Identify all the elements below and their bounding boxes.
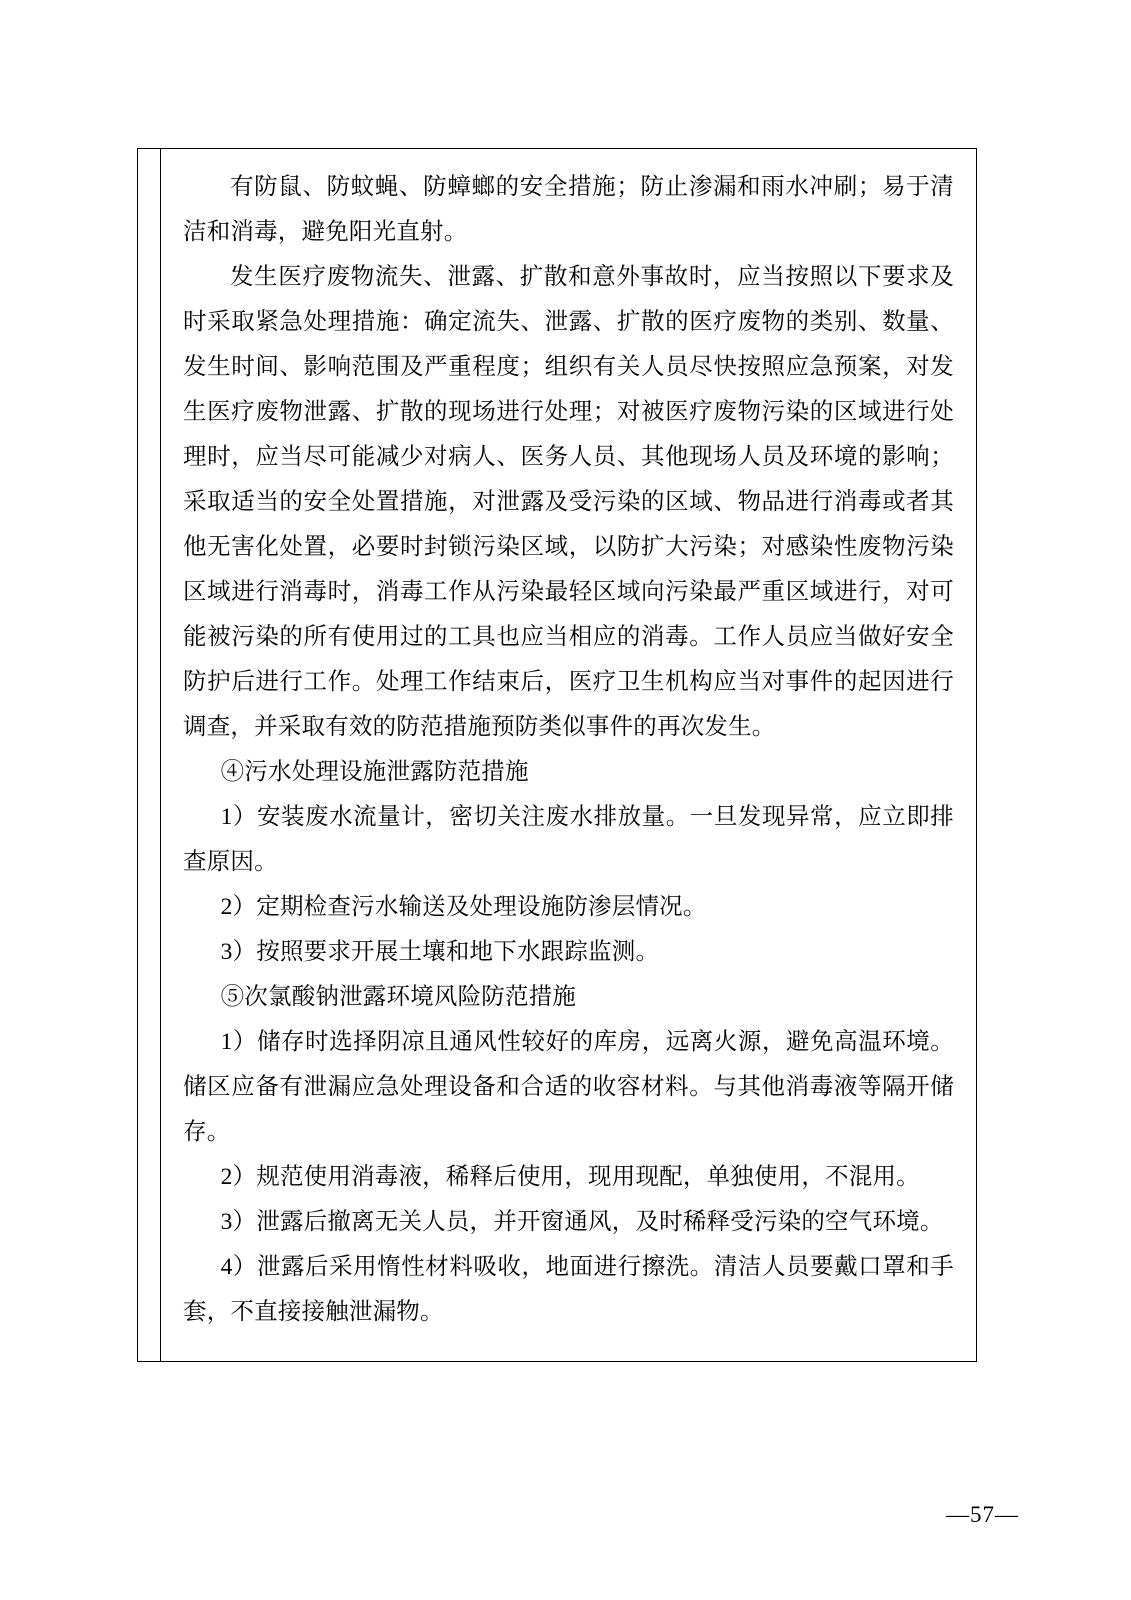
list-item-4-1: 1）安装废水流量计，密切关注废水排放量。一旦发现异常，应立即排查原因。 [183, 804, 954, 875]
page-number: —57— [946, 1502, 1019, 1527]
content-frame [137, 148, 977, 1362]
list-item-5-3: 3）泄露后撤离无关人员，并开窗通风，及时稀释受污染的空气环境。 [220, 1209, 944, 1235]
list-item-5-1: 1）储存时选择阴凉且通风性较好的库房，远离火源，避免高温环境。储区应备有泄漏应急处理设备和合适的收容材料。与其他消毒液等隔开储存。 [183, 1029, 954, 1145]
heading-item-5: ⑤次氯酸钠泄露环境风险防范措施 [220, 984, 577, 1010]
heading-item-4: ④污水处理设施泄露防范措施 [220, 759, 529, 785]
body-text-container [161, 149, 976, 1361]
list-item-4-2: 2）定期检查污水输送及处理设施防渗层情况。 [220, 894, 707, 920]
frame-left-gutter [138, 149, 161, 1361]
list-item-5-4: 4）泄露后采用惰性材料吸收，地面进行擦洗。清洁人员要戴口罩和手套，不直接接触泄漏物。 [183, 1254, 954, 1325]
paragraph-continuation: 有防鼠、防蚊蝇、防蟑螂的安全措施；防止渗漏和雨水冲刷；易于清洁和消毒，避免阳光直射。 [183, 174, 954, 245]
frame-inner [138, 149, 976, 1361]
list-item-5-2: 2）规范使用消毒液，稀释后使用，现用现配，单独使用，不混用。 [220, 1164, 920, 1190]
list-item-4-3: 3）按照要求开展土壤和地下水跟踪监测。 [220, 939, 660, 965]
paragraph-emergency-measures: 发生医疗废物流失、泄露、扩散和意外事故时，应当按照以下要求及时采取紧急处理措施：确定流失、泄露、扩散的医疗废物的类别、数量、发生时间、影响范围及严重程度；组织有关人员尽快按照应急预案，对发生医疗废物泄露、扩散的现场进行处理；对被医疗废物污染的区域进行处理时，应当尽可能减少对病人、医务人员、其他现场人员及环境的影响；采取适当的安全处置措施，对泄露及受污染的区域、物品进行消毒或者其他无害化处置，必要时封锁污染区域，以防扩大污染；对感染性废物污染区域进行消毒时，消毒工作从污染最轻区域向污染最严重区域进行，对可能被污染的所有使用过的工具也应当相应的消毒。工作人员应当做好安全防护后进行工作。处理工作结束后，医疗卫生机构应当对事件的起因进行调查，并采取有效的防范措施预防类似事件的再次发生。 [183, 264, 954, 740]
